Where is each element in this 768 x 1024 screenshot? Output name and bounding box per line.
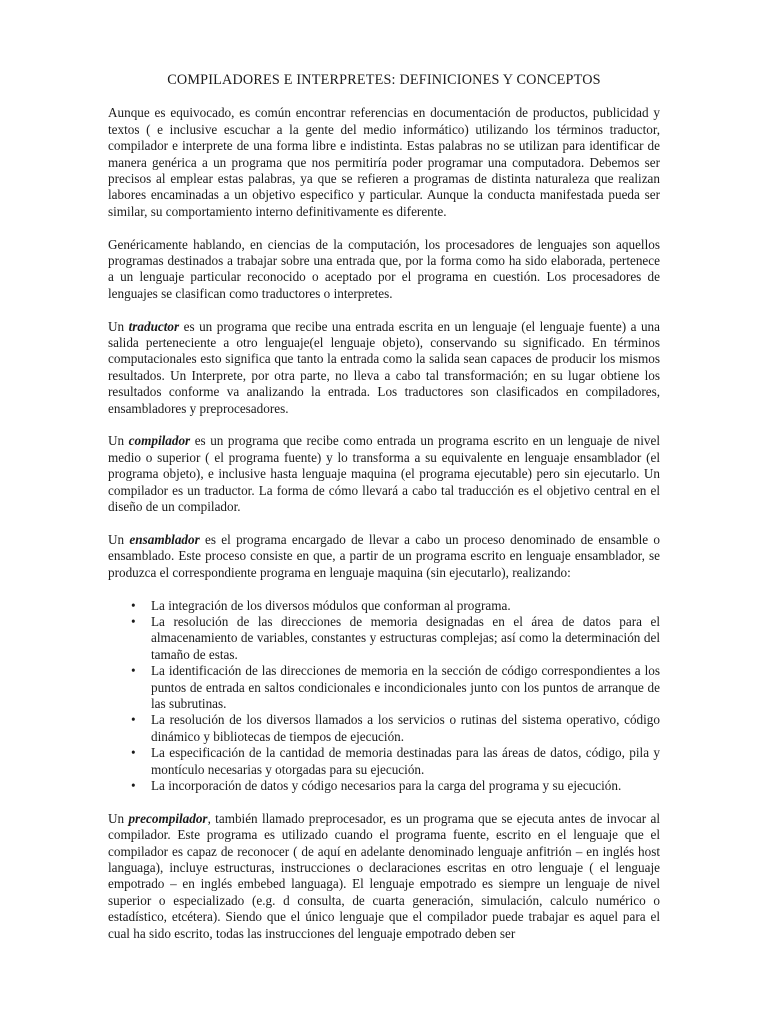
list-item: [131, 613, 660, 663]
term-compilador: compilador: [128, 433, 191, 449]
paragraph-prefix: Un: [108, 318, 129, 334]
bullet-icon: •: [131, 663, 136, 679]
ensamblador-task-list: [108, 598, 660, 795]
list-item: [131, 712, 660, 745]
list-item: [131, 663, 660, 712]
paragraph-intro: Aunque es equivocado, es común encontrar referencias en documentación de productos, publicidad y textos ( e inclusive escuchar a la gente del medio informático) utilizando los términos traductor, compilador e interprete de una forma libre e indistinta. Estas palabras no se utilizan para identificar de manera genérica a un programa que nos permitiría poder programar una computadora. Debemos ser precisos al emplear estas palabras, ya que se refieren a programas de distinta naturaleza que realizan labores encaminadas a un objetivo especifico y particular. Aunque la conducta manifestada pueda ser similar, su comportamiento interno definitivamente es diferente.: [108, 105, 660, 219]
paragraph-body: es un programa que recibe una entrada escrita en un lenguaje (el lenguaje fuente) a una salida perteneciente a otro lenguaje(el lenguaje objeto), conservando su significado. En términos computacionales esto significa que tanto la entrada como la salida sean capaces de producir los mismos resultados. Un Interprete, por otra parte, no lleva a cabo tal transformación; en su lugar obtiene los resultados conforme va analizando la entrada. Los traductores son clasificados en compiladores, ensambladores y preprocesadores.: [108, 318, 660, 416]
paragraph-prefix: Un: [108, 433, 129, 449]
bullet-icon: •: [131, 597, 136, 613]
paragraph-prefix: Un: [108, 810, 129, 826]
list-item: [131, 745, 660, 778]
term-traductor: traductor: [128, 318, 180, 334]
paragraph-compilador: [108, 433, 660, 515]
paragraph-body: es un programa que recibe como entrada un programa escrito en un lenguaje de nivel medio o superior ( el programa fuente) y lo transforma a su equivalente en lenguaje ensamblador (el programa objeto), e inclusive hasta lenguaje maquina (el programa ejecutable) pero sin ejecutarlo. Un compilador es un traductor. La forma de cómo llevará a cabo tal traducción es el objetivo central en el diseño de un compilador.: [108, 433, 660, 515]
paragraph-traductor: [108, 319, 660, 417]
term-precompilador: precompilador: [128, 810, 208, 826]
document-title: COMPILADORES E INTERPRETES: DEFINICIONES Y CONCEPTOS: [167, 72, 601, 88]
paragraph-precompilador: [108, 811, 660, 942]
list-item-text: La especificación de la cantidad de memoria destinadas para las áreas de datos, código, pila y montículo necesarias y otorgadas para su ejecución.: [151, 745, 660, 777]
term-ensamblador: ensamblador: [129, 531, 200, 547]
list-item-text: La incorporación de datos y código necesarios para la carga del programa y su ejecución.: [151, 777, 622, 793]
bullet-icon: •: [131, 745, 136, 761]
bullet-icon: •: [131, 777, 136, 793]
bullet-icon: •: [131, 613, 136, 629]
list-item-text: La resolución de las direcciones de memoria designadas en el área de datos para el almacenamiento de variables, constantes y estructuras complejas; así como la determinación del tamaño de estas.: [151, 613, 660, 662]
list-item-text: La identificación de las direcciones de memoria en la sección de código correspondientes a los puntos de entrada en saltos condicionales e incondicionales junto con los puntos de arranque de las subrutinas.: [151, 663, 660, 711]
document-page: [108, 62, 660, 942]
paragraph-language-processors: Genéricamente hablando, en ciencias de la computación, los procesadores de lenguajes son aquellos programas destinados a trabajar sobre una entrada que, por la forma como ha sido elaborada, pertenece a un lenguaje particular reconocido o aceptado por el programa en cuestión. Los procesadores de lenguajes se clasifican como traductores o interpretes.: [108, 236, 660, 301]
list-item-text: La resolución de los diversos llamados a los servicios o rutinas del sistema operativo, código dinámico y bibliotecas de tiempos de ejecución.: [151, 712, 660, 744]
paragraph-ensamblador: [108, 532, 660, 581]
list-item: [131, 597, 660, 614]
paragraph-prefix: Un: [108, 531, 130, 547]
paragraph-body: , también llamado preprocesador, es un programa que se ejecuta antes de invocar al compilador. Este programa es utilizado cuando el programa fuente, escrito en el lenguaje que el compilador es capaz de reconocer ( de aquí en adelante denominado lenguaje anfitrión – en inglés host languaga), incluye estructuras, instrucciones o declaraciones escritas en otro lenguaje ( el lenguaje empotrado – en inglés embebed languaga). El lenguaje empotrado es siempre un lenguaje de nivel superior o especializado (e.g. d consulta, de cuarta generación, simulación, calculo numérico o estadístico, etcétera). Siendo que el único lenguaje que el compilador puede trabajar es aquel para el cual ha sido escrito, todas las instrucciones del lenguaje empotrado deben ser: [108, 810, 660, 941]
list-item: [131, 777, 660, 794]
bullet-icon: •: [131, 712, 136, 728]
list-item-text: La integración de los diversos módulos que conforman al programa.: [151, 597, 511, 613]
paragraph-body: es el programa encargado de llevar a cabo un proceso denominado de ensamble o ensamblado. Este proceso consiste en que, a partir de un programa escrito en lenguaje ensamblador, se produzca el correspondiente programa en lenguaje maquina (sin ejecutarlo), realizando:: [108, 531, 661, 580]
